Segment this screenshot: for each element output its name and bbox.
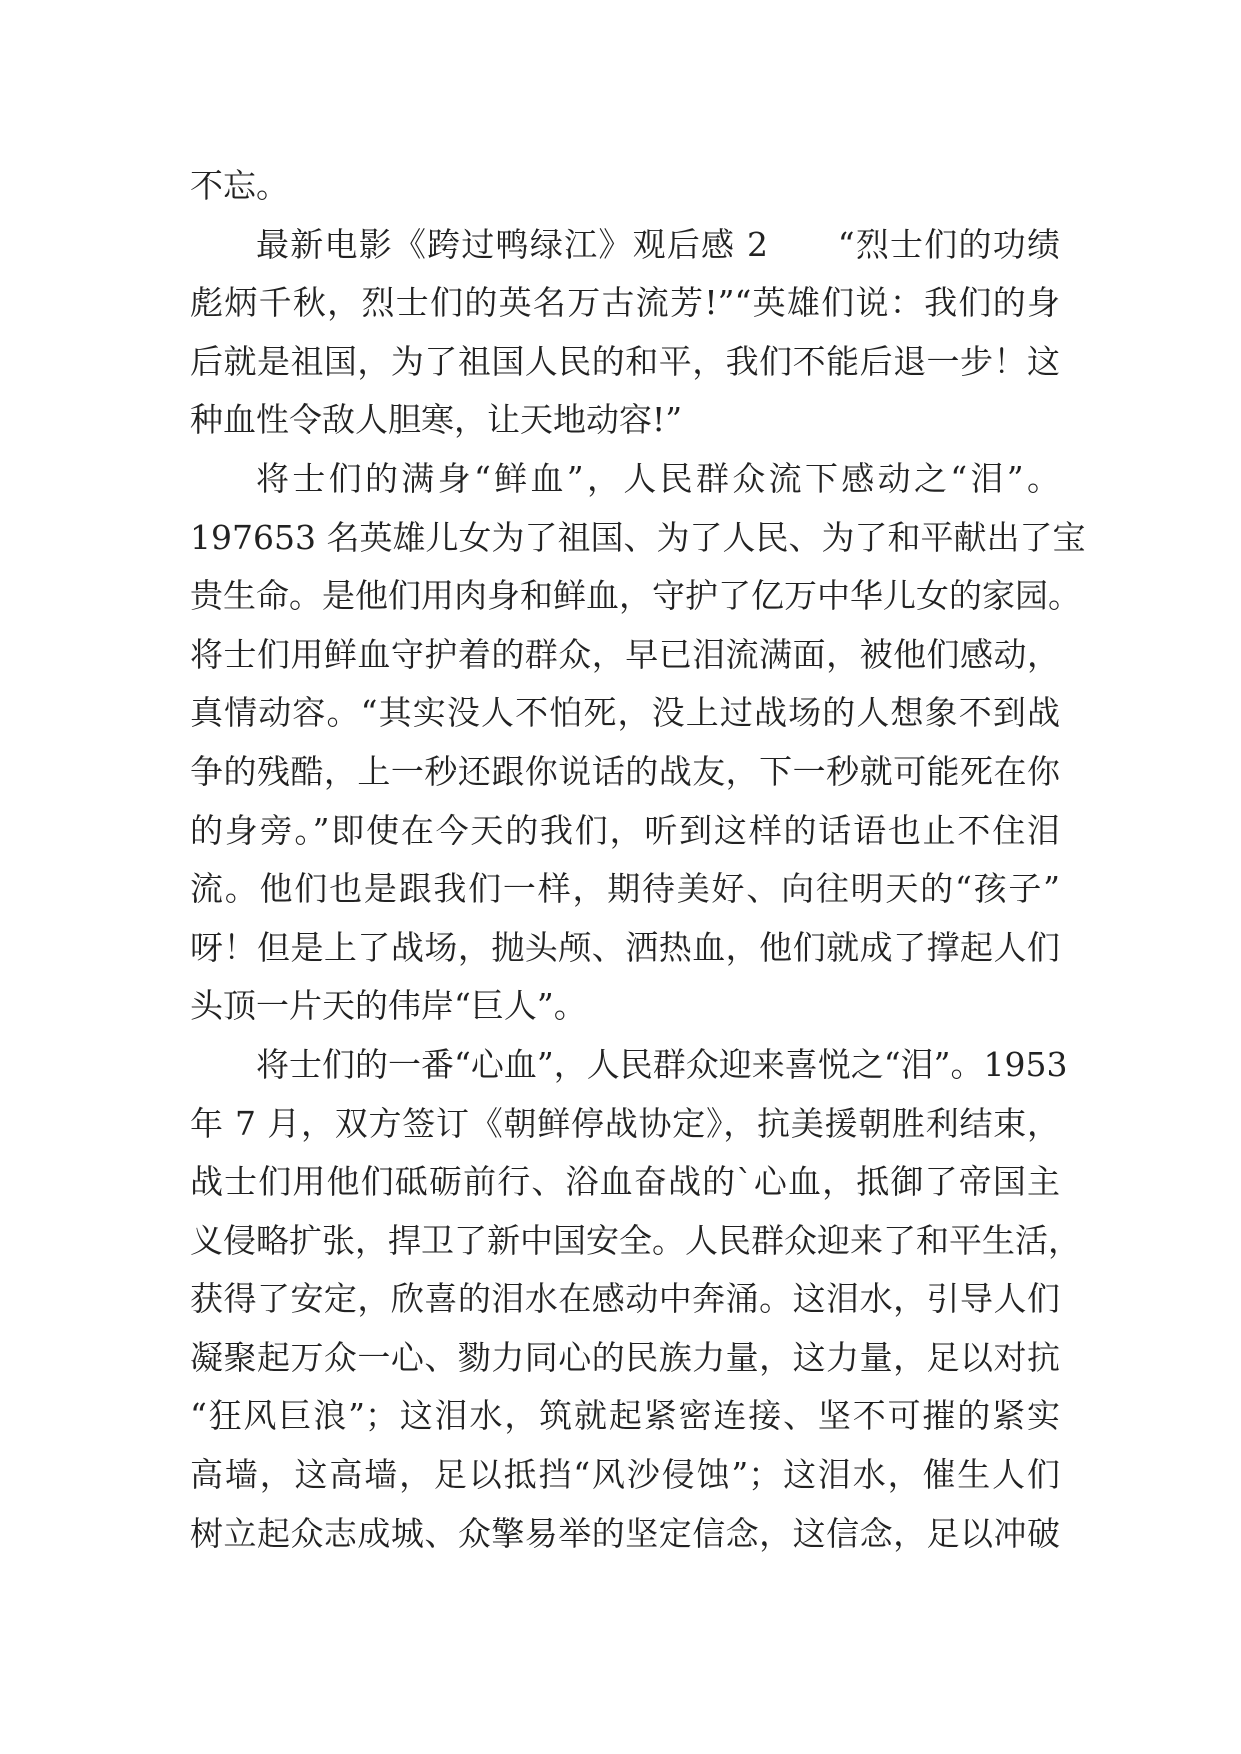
line-text: 彪炳千秋，烈士们的英名万古流芳!”“英雄们说：我们的身	[190, 283, 1060, 323]
line-text: 凝聚起万众一心、勠力同心的民族力量，这力量，足以对抗	[190, 1337, 1060, 1377]
paragraph	[190, 157, 1060, 216]
line-text: 义侵略扩张，捍卫了新中国安全。人民群众迎来了和平生活，	[190, 1220, 1081, 1260]
text-line	[190, 919, 1060, 978]
text-line	[190, 802, 1060, 861]
text-line	[190, 626, 1060, 685]
text-line	[190, 333, 1060, 392]
text-line	[190, 1212, 1081, 1271]
text-line	[190, 216, 1060, 275]
paragraph	[190, 216, 1060, 450]
text-line	[190, 1270, 1060, 1329]
text-line	[190, 977, 1060, 1036]
line-text: 不忘。	[190, 166, 289, 205]
text-line	[190, 1036, 1068, 1095]
line-text: 头顶一片天的伟岸“巨人”。	[190, 986, 587, 1026]
line-text: 197653 名英雄儿女为了祖国、为了人民、为了和平献出了宝	[190, 517, 1086, 557]
line-text: 的身旁。”即使在今天的我们，听到这样的话语也止不住泪	[190, 810, 1060, 850]
line-text: 争的残酷，上一秒还跟你说话的战友，下一秒就可能死在你	[190, 751, 1060, 791]
text-line	[190, 1153, 1060, 1212]
document-body	[190, 157, 1086, 1563]
text-line	[190, 1095, 1060, 1154]
line-text: 后就是祖国，为了祖国人民的和平，我们不能后退一步！这	[190, 341, 1060, 381]
paragraph	[190, 1036, 1081, 1563]
line-text: 获得了安定，欣喜的泪水在感动中奔涌。这泪水，引导人们	[190, 1279, 1060, 1319]
line-text: 最新电影《跨过鸭绿江》观后感 2 “烈士们的功绩	[256, 224, 1060, 264]
line-text: “狂风巨浪”；这泪水，筑就起紧密连接、坚不可摧的紧实	[190, 1396, 1060, 1436]
paragraph	[190, 450, 1086, 1036]
text-line	[190, 1505, 1060, 1564]
line-text: 种血性令敌人胆寒，让天地动容!”	[190, 400, 683, 440]
text-line	[190, 157, 1060, 216]
line-text: 将士们的一番“心血”，人民群众迎来喜悦之“泪”。1953	[256, 1044, 1068, 1084]
line-text: 将士们的满身“鲜血”，人民群众流下感动之“泪”。	[256, 458, 1060, 498]
line-text: 高墙，这高墙，足以抵挡“风沙侵蚀”；这泪水，催生人们	[190, 1455, 1060, 1495]
text-line	[190, 743, 1060, 802]
line-text: 贵生命。是他们用肉身和鲜血，守护了亿万中华儿女的家园。	[190, 576, 1081, 616]
text-line	[190, 274, 1060, 333]
line-text: 树立起众志成城、众擎易举的坚定信念，这信念，足以冲破	[190, 1513, 1060, 1553]
line-text: 流。他们也是跟我们一样，期待美好、向往明天的“孩子”	[190, 869, 1060, 909]
text-line	[190, 391, 1060, 450]
line-text: 呀！但是上了战场，抛头颅、洒热血，他们就成了撑起人们	[190, 927, 1060, 967]
text-line	[190, 684, 1060, 743]
text-line	[190, 1387, 1060, 1446]
line-text: 真情动容。“其实没人不怕死，没上过战场的人想象不到战	[190, 693, 1060, 733]
line-text: 将士们用鲜血守护着的群众，早已泪流满面，被他们感动，	[190, 634, 1060, 674]
text-line	[190, 860, 1060, 919]
text-line	[190, 450, 1060, 509]
text-line	[190, 1329, 1060, 1388]
text-line	[190, 567, 1081, 626]
line-text: 年 7 月，双方签订《朝鲜停战协定》，抗美援朝胜利结束，	[190, 1103, 1060, 1143]
text-line	[190, 509, 1086, 568]
text-line	[190, 1446, 1060, 1505]
line-text: 战士们用他们砥砺前行、浴血奋战的`心血，抵御了帝国主	[190, 1162, 1060, 1202]
